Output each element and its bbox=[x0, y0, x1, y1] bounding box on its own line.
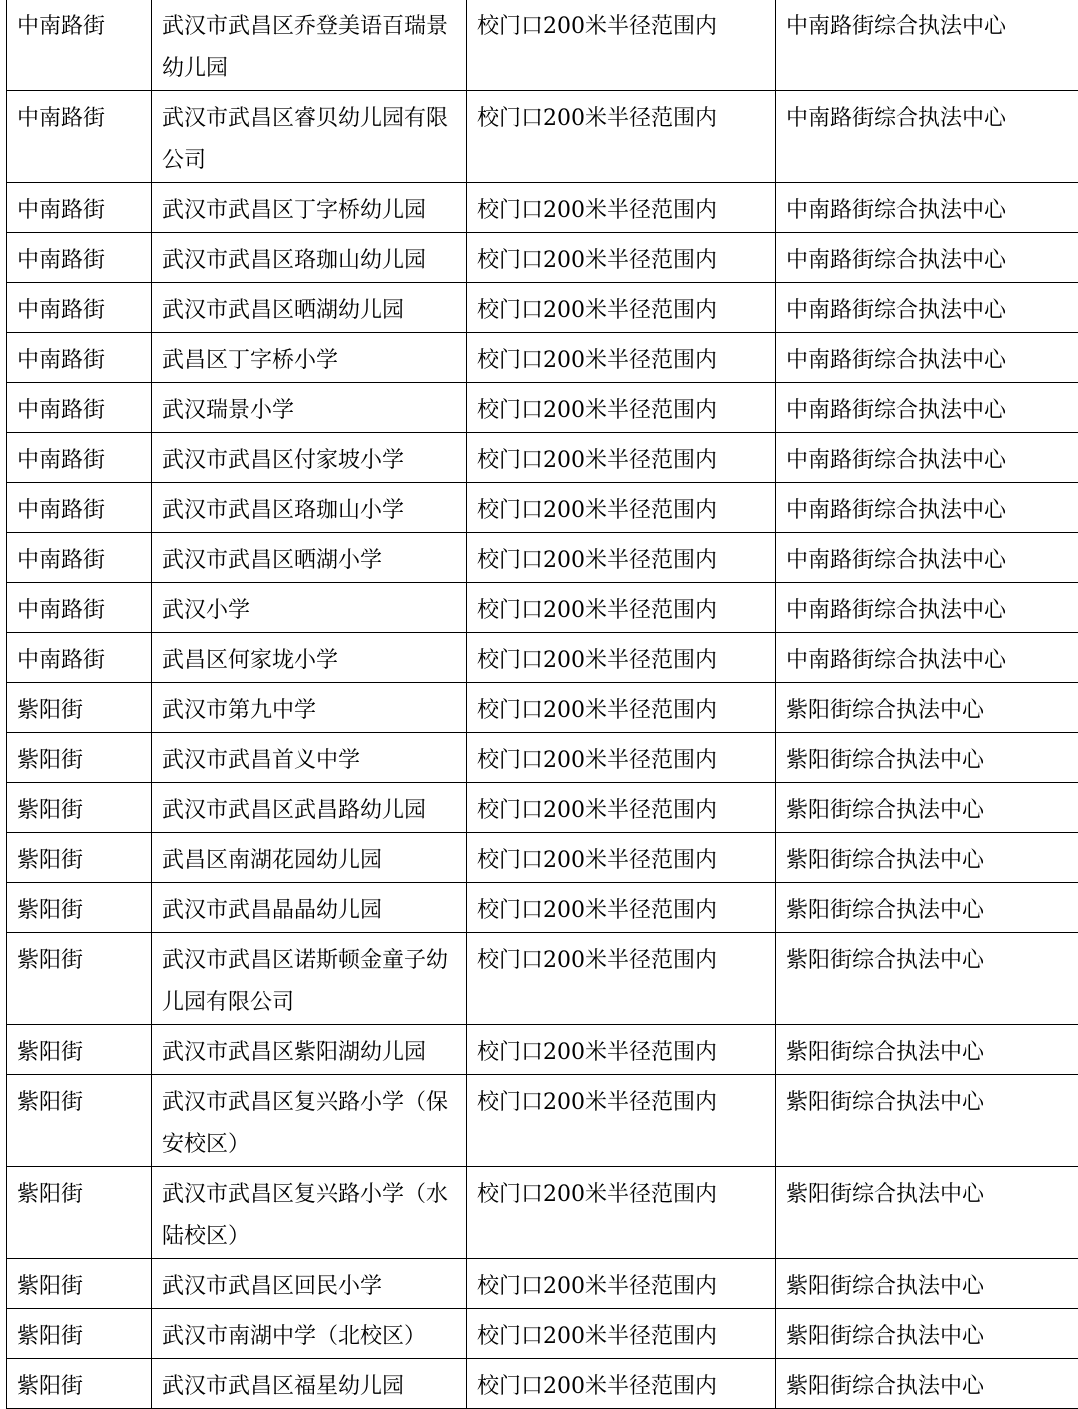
department-cell: 中南路街综合执法中心 bbox=[776, 433, 1078, 483]
table-row bbox=[7, 183, 1078, 233]
school-cell: 武汉市武昌区回民小学 bbox=[152, 1259, 467, 1309]
school-cell: 武汉市武昌区武昌路幼儿园 bbox=[152, 783, 467, 833]
department-cell: 中南路街综合执法中心 bbox=[776, 91, 1078, 183]
table-row bbox=[7, 1309, 1078, 1359]
department-cell: 中南路街综合执法中心 bbox=[776, 533, 1078, 583]
table-row bbox=[7, 933, 1078, 1025]
range-cell: 校门口200米半径范围内 bbox=[467, 1259, 776, 1309]
table-row bbox=[7, 1259, 1078, 1309]
department-cell: 中南路街综合执法中心 bbox=[776, 483, 1078, 533]
department-cell: 紫阳街综合执法中心 bbox=[776, 783, 1078, 833]
school-cell: 武汉市武昌区诺斯顿金童子幼儿园有限公司 bbox=[152, 933, 467, 1025]
department-cell: 中南路街综合执法中心 bbox=[776, 383, 1078, 433]
street-cell: 紫阳街 bbox=[7, 1359, 152, 1409]
school-cell: 武汉市南湖中学（北校区） bbox=[152, 1309, 467, 1359]
school-cell: 武昌区南湖花园幼儿园 bbox=[152, 833, 467, 883]
range-cell: 校门口200米半径范围内 bbox=[467, 933, 776, 1025]
department-cell: 紫阳街综合执法中心 bbox=[776, 933, 1078, 1025]
table-row bbox=[7, 1025, 1078, 1075]
department-cell: 中南路街综合执法中心 bbox=[776, 583, 1078, 633]
street-cell: 中南路街 bbox=[7, 383, 152, 433]
street-cell: 中南路街 bbox=[7, 583, 152, 633]
street-cell: 中南路街 bbox=[7, 533, 152, 583]
street-cell: 紫阳街 bbox=[7, 783, 152, 833]
school-cell: 武汉市武昌区睿贝幼儿园有限公司 bbox=[152, 91, 467, 183]
school-cell: 武昌区丁字桥小学 bbox=[152, 333, 467, 383]
school-cell: 武汉市武昌区福星幼儿园 bbox=[152, 1359, 467, 1409]
school-cell: 武汉市武昌区珞珈山幼儿园 bbox=[152, 233, 467, 283]
table-row bbox=[7, 433, 1078, 483]
range-cell: 校门口200米半径范围内 bbox=[467, 1167, 776, 1259]
department-cell: 紫阳街综合执法中心 bbox=[776, 1359, 1078, 1409]
table-row bbox=[7, 833, 1078, 883]
school-cell: 武汉市武昌区付家坡小学 bbox=[152, 433, 467, 483]
table-row bbox=[7, 333, 1078, 383]
street-cell: 中南路街 bbox=[7, 91, 152, 183]
range-cell: 校门口200米半径范围内 bbox=[467, 383, 776, 433]
street-cell: 紫阳街 bbox=[7, 1309, 152, 1359]
department-cell: 紫阳街综合执法中心 bbox=[776, 683, 1078, 733]
school-cell: 武汉市武昌区晒湖小学 bbox=[152, 533, 467, 583]
department-cell: 中南路街综合执法中心 bbox=[776, 0, 1078, 91]
school-cell: 武汉市武昌区复兴路小学（水陆校区） bbox=[152, 1167, 467, 1259]
range-cell: 校门口200米半径范围内 bbox=[467, 1025, 776, 1075]
table-row bbox=[7, 383, 1078, 433]
school-cell: 武汉市武昌区晒湖幼儿园 bbox=[152, 283, 467, 333]
street-cell: 中南路街 bbox=[7, 283, 152, 333]
range-cell: 校门口200米半径范围内 bbox=[467, 333, 776, 383]
range-cell: 校门口200米半径范围内 bbox=[467, 1309, 776, 1359]
table-row bbox=[7, 783, 1078, 833]
range-cell: 校门口200米半径范围内 bbox=[467, 633, 776, 683]
street-cell: 中南路街 bbox=[7, 183, 152, 233]
street-cell: 紫阳街 bbox=[7, 1259, 152, 1309]
street-cell: 紫阳街 bbox=[7, 883, 152, 933]
department-cell: 紫阳街综合执法中心 bbox=[776, 1259, 1078, 1309]
street-cell: 紫阳街 bbox=[7, 1075, 152, 1167]
table-row bbox=[7, 1359, 1078, 1409]
range-cell: 校门口200米半径范围内 bbox=[467, 283, 776, 333]
school-cell: 武汉市武昌首义中学 bbox=[152, 733, 467, 783]
department-cell: 中南路街综合执法中心 bbox=[776, 233, 1078, 283]
department-cell: 紫阳街综合执法中心 bbox=[776, 883, 1078, 933]
department-cell: 紫阳街综合执法中心 bbox=[776, 1309, 1078, 1359]
range-cell: 校门口200米半径范围内 bbox=[467, 783, 776, 833]
table-row bbox=[7, 683, 1078, 733]
street-cell: 中南路街 bbox=[7, 333, 152, 383]
table-row bbox=[7, 91, 1078, 183]
table-row bbox=[7, 733, 1078, 783]
school-cell: 武昌区何家垅小学 bbox=[152, 633, 467, 683]
range-cell: 校门口200米半径范围内 bbox=[467, 1075, 776, 1167]
range-cell: 校门口200米半径范围内 bbox=[467, 683, 776, 733]
school-cell: 武汉市第九中学 bbox=[152, 683, 467, 733]
range-cell: 校门口200米半径范围内 bbox=[467, 733, 776, 783]
range-cell: 校门口200米半径范围内 bbox=[467, 483, 776, 533]
street-cell: 中南路街 bbox=[7, 633, 152, 683]
range-cell: 校门口200米半径范围内 bbox=[467, 183, 776, 233]
school-cell: 武汉市武昌区紫阳湖幼儿园 bbox=[152, 1025, 467, 1075]
street-cell: 中南路街 bbox=[7, 433, 152, 483]
department-cell: 紫阳街综合执法中心 bbox=[776, 1025, 1078, 1075]
table-row bbox=[7, 283, 1078, 333]
school-cell: 武汉瑞景小学 bbox=[152, 383, 467, 433]
department-cell: 紫阳街综合执法中心 bbox=[776, 1167, 1078, 1259]
department-cell: 中南路街综合执法中心 bbox=[776, 283, 1078, 333]
street-cell: 紫阳街 bbox=[7, 833, 152, 883]
street-cell: 中南路街 bbox=[7, 483, 152, 533]
street-cell: 紫阳街 bbox=[7, 1167, 152, 1259]
school-cell: 武汉小学 bbox=[152, 583, 467, 633]
table-row bbox=[7, 483, 1078, 533]
table-row bbox=[7, 1075, 1078, 1167]
range-cell: 校门口200米半径范围内 bbox=[467, 1359, 776, 1409]
range-cell: 校门口200米半径范围内 bbox=[467, 883, 776, 933]
school-cell: 武汉市武昌区珞珈山小学 bbox=[152, 483, 467, 533]
range-cell: 校门口200米半径范围内 bbox=[467, 433, 776, 483]
table-row bbox=[7, 1167, 1078, 1259]
department-cell: 紫阳街综合执法中心 bbox=[776, 1075, 1078, 1167]
school-cell: 武汉市武昌区乔登美语百瑞景幼儿园 bbox=[152, 0, 467, 91]
street-cell: 中南路街 bbox=[7, 233, 152, 283]
street-cell: 紫阳街 bbox=[7, 1025, 152, 1075]
school-cell: 武汉市武昌晶晶幼儿园 bbox=[152, 883, 467, 933]
range-cell: 校门口200米半径范围内 bbox=[467, 583, 776, 633]
range-cell: 校门口200米半径范围内 bbox=[467, 533, 776, 583]
school-cell: 武汉市武昌区丁字桥幼儿园 bbox=[152, 183, 467, 233]
department-cell: 中南路街综合执法中心 bbox=[776, 333, 1078, 383]
table-row bbox=[7, 583, 1078, 633]
table-row bbox=[7, 233, 1078, 283]
street-cell: 紫阳街 bbox=[7, 733, 152, 783]
street-cell: 中南路街 bbox=[7, 0, 152, 91]
school-zone-table bbox=[6, 0, 1078, 1409]
department-cell: 紫阳街综合执法中心 bbox=[776, 733, 1078, 783]
department-cell: 中南路街综合执法中心 bbox=[776, 183, 1078, 233]
department-cell: 紫阳街综合执法中心 bbox=[776, 833, 1078, 883]
street-cell: 紫阳街 bbox=[7, 683, 152, 733]
range-cell: 校门口200米半径范围内 bbox=[467, 0, 776, 91]
table-row bbox=[7, 633, 1078, 683]
department-cell: 中南路街综合执法中心 bbox=[776, 633, 1078, 683]
range-cell: 校门口200米半径范围内 bbox=[467, 91, 776, 183]
table-row bbox=[7, 0, 1078, 91]
range-cell: 校门口200米半径范围内 bbox=[467, 833, 776, 883]
table-row bbox=[7, 533, 1078, 583]
table-row bbox=[7, 883, 1078, 933]
range-cell: 校门口200米半径范围内 bbox=[467, 233, 776, 283]
school-cell: 武汉市武昌区复兴路小学（保安校区） bbox=[152, 1075, 467, 1167]
street-cell: 紫阳街 bbox=[7, 933, 152, 1025]
